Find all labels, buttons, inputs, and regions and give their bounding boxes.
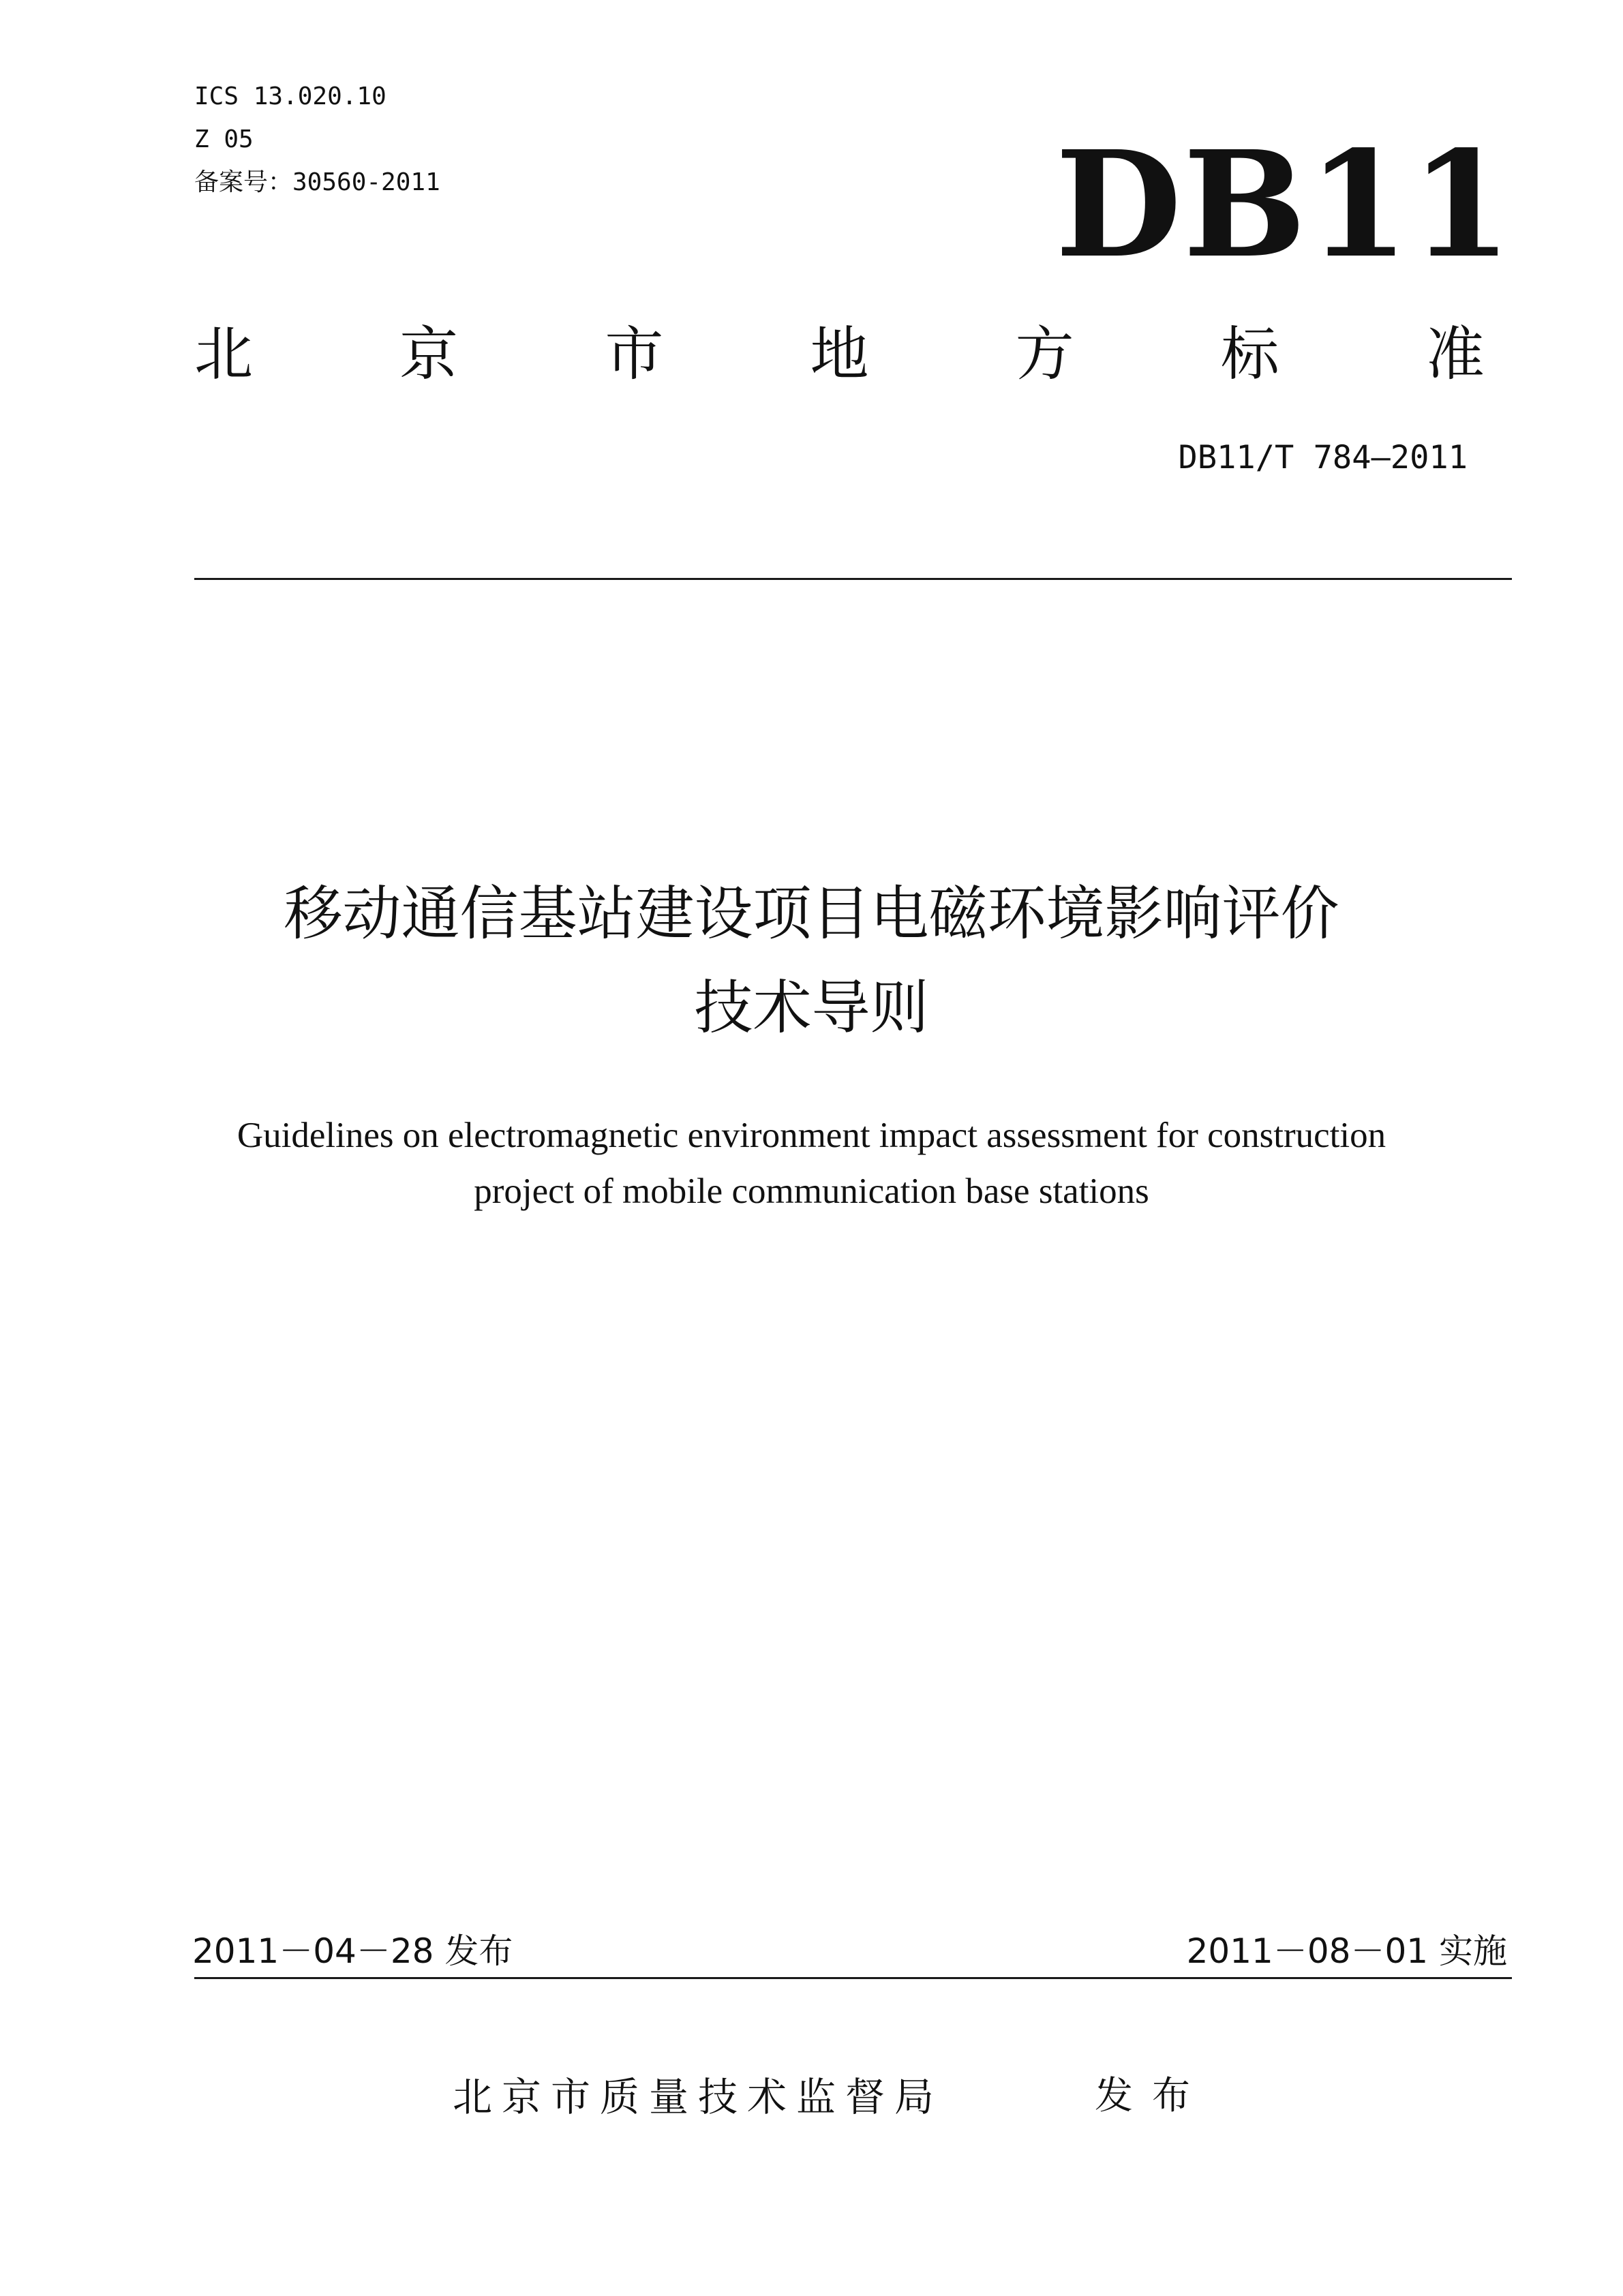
english-title-line-1: Guidelines on electromagnetic environment impact assessment for construction <box>237 1116 1386 1155</box>
chinese-title-line-1: 移动通信基站建设项目电磁环境影响评价 <box>284 880 1339 948</box>
standard-type-char: 地 <box>810 320 869 388</box>
classification-code: Z 05 <box>194 125 254 153</box>
standard-number: DB11/T 784—2011 <box>1178 439 1468 476</box>
top-divider <box>194 578 1512 580</box>
issue-label: 发布 <box>1095 2074 1209 2118</box>
standard-type-char: 准 <box>1425 320 1485 388</box>
standard-type-char: 标 <box>1220 320 1279 388</box>
standard-type-heading <box>194 317 1485 392</box>
standard-type-char: 京 <box>399 320 459 388</box>
filing-number: 备案号：30560-2011 <box>194 168 440 196</box>
chinese-title-line-2: 技术导则 <box>694 974 929 1042</box>
standard-type-char: 北 <box>194 320 253 388</box>
ics-code: ICS 13.020.10 <box>194 82 386 110</box>
english-title-line-2: project of mobile communication base stations <box>474 1172 1149 1211</box>
standard-type-char: 市 <box>605 320 664 388</box>
standard-type-char: 方 <box>1015 320 1074 388</box>
issue-date: 2011－04－28 发布 <box>192 1931 513 1971</box>
implementation-date: 2011－08－01 实施 <box>1186 1931 1507 1971</box>
db11-logo: DB11 <box>1055 119 1514 290</box>
bottom-divider <box>194 1977 1512 1979</box>
issuing-authority: 北京市质量技术监督局 <box>453 2074 944 2120</box>
